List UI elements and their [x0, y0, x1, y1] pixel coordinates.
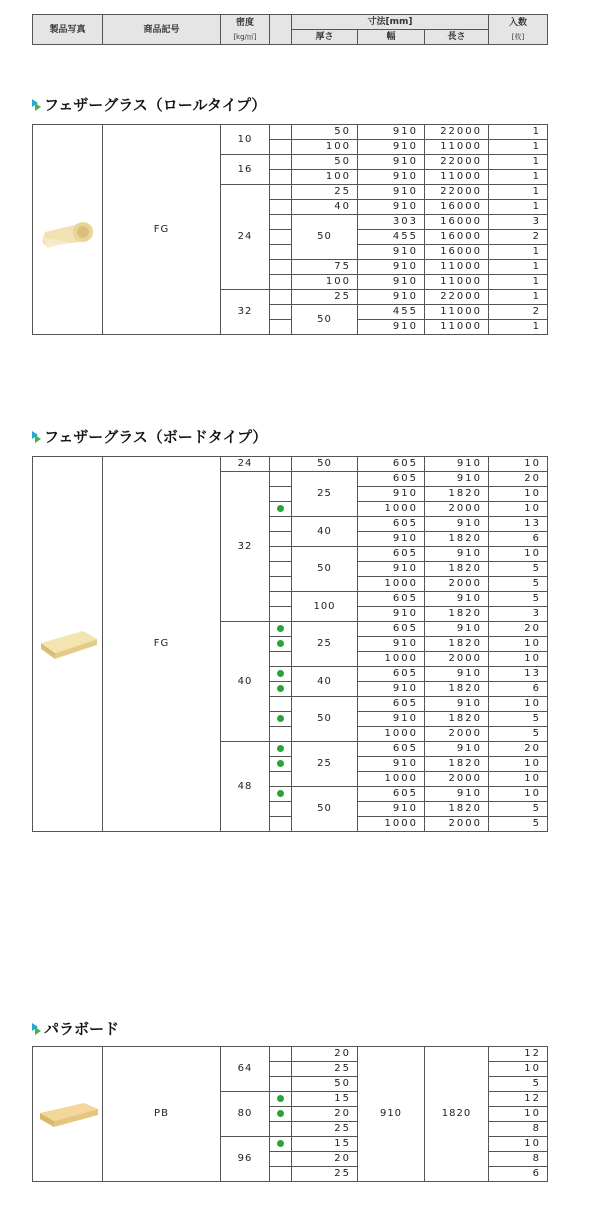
width-cell: 1000 — [358, 772, 425, 787]
qty-cell: 6 — [489, 682, 548, 697]
length-cell: 1820 — [425, 757, 489, 772]
dot-cell — [270, 607, 292, 622]
dot-cell — [270, 472, 292, 487]
width-cell: 605 — [358, 742, 425, 757]
dot-cell — [270, 275, 292, 290]
width-cell: 910 — [358, 245, 425, 260]
length-cell: 910 — [425, 622, 489, 637]
qty-cell: 13 — [489, 517, 548, 532]
qty-cell: 2 — [489, 230, 548, 245]
dot-cell — [270, 260, 292, 275]
thickness-cell: 25 — [292, 1122, 358, 1137]
header-width: 幅 — [358, 30, 425, 45]
length-cell: 22000 — [425, 185, 489, 200]
availability-dot — [270, 637, 292, 652]
length-cell: 1820 — [425, 802, 489, 817]
dot-cell — [270, 592, 292, 607]
length-cell: 2000 — [425, 652, 489, 667]
qty-cell: 6 — [489, 1167, 548, 1182]
dot-cell — [270, 547, 292, 562]
thickness-cell: 100 — [292, 592, 358, 622]
product-photo-board — [33, 457, 103, 832]
qty-cell: 10 — [489, 787, 548, 802]
thickness-cell: 15 — [292, 1137, 358, 1152]
header-dimensions: 寸法[mm] — [292, 15, 489, 30]
length-cell: 11000 — [425, 140, 489, 155]
width-cell: 910 — [358, 200, 425, 215]
dot-cell — [270, 487, 292, 502]
availability-dot — [270, 1092, 292, 1107]
qty-cell: 10 — [489, 772, 548, 787]
header-photo: 製品写真 — [33, 15, 103, 45]
length-cell: 11000 — [425, 275, 489, 290]
qty-cell: 8 — [489, 1122, 548, 1137]
density-cell: 24 — [221, 185, 270, 290]
availability-dot — [270, 712, 292, 727]
product-code-board: FG — [103, 457, 221, 832]
width-cell: 910 — [358, 260, 425, 275]
header-thickness: 厚さ — [292, 30, 358, 45]
length-cell: 16000 — [425, 215, 489, 230]
table-roll — [32, 124, 548, 335]
length-cell: 1820 — [425, 1047, 489, 1182]
thickness-cell: 50 — [292, 305, 358, 335]
thickness-cell: 20 — [292, 1047, 358, 1062]
length-cell: 1820 — [425, 712, 489, 727]
density-cell: 10 — [221, 125, 270, 155]
thickness-cell: 100 — [292, 140, 358, 155]
length-cell: 2000 — [425, 817, 489, 832]
length-cell: 910 — [425, 742, 489, 757]
dot-cell — [270, 320, 292, 335]
width-cell: 910 — [358, 275, 425, 290]
length-cell: 11000 — [425, 170, 489, 185]
thickness-cell: 25 — [292, 1062, 358, 1077]
width-cell: 910 — [358, 155, 425, 170]
dot-cell — [270, 1122, 292, 1137]
thickness-cell: 20 — [292, 1152, 358, 1167]
dot-cell — [270, 185, 292, 200]
length-cell: 1820 — [425, 532, 489, 547]
qty-cell: 5 — [489, 802, 548, 817]
availability-dot — [270, 667, 292, 682]
qty-cell: 10 — [489, 1137, 548, 1152]
roll-photo-icon — [39, 210, 97, 250]
qty-cell: 1 — [489, 320, 548, 335]
qty-cell: 5 — [489, 577, 548, 592]
dot-cell — [270, 200, 292, 215]
width-cell: 910 — [358, 637, 425, 652]
width-cell: 910 — [358, 487, 425, 502]
width-cell: 605 — [358, 622, 425, 637]
thickness-cell: 25 — [292, 472, 358, 517]
dot-cell — [270, 1047, 292, 1062]
width-cell: 1000 — [358, 502, 425, 517]
section-title-paraboard: パラボード — [32, 1018, 119, 1039]
qty-cell: 1 — [489, 290, 548, 305]
dot-cell — [270, 727, 292, 742]
width-cell: 910 — [358, 1047, 425, 1182]
thickness-cell: 25 — [292, 742, 358, 787]
availability-dot — [270, 1107, 292, 1122]
availability-dot — [270, 1137, 292, 1152]
length-cell: 1820 — [425, 607, 489, 622]
dot-cell — [270, 457, 292, 472]
dot-cell — [270, 532, 292, 547]
qty-cell: 20 — [489, 472, 548, 487]
length-cell: 910 — [425, 667, 489, 682]
dot-cell — [270, 1152, 292, 1167]
qty-cell: 12 — [489, 1092, 548, 1107]
density-cell: 48 — [221, 742, 270, 832]
density-cell: 80 — [221, 1092, 270, 1137]
qty-cell: 13 — [489, 667, 548, 682]
dot-cell — [270, 170, 292, 185]
length-cell: 11000 — [425, 320, 489, 335]
length-cell: 910 — [425, 697, 489, 712]
length-cell: 1820 — [425, 682, 489, 697]
thickness-cell: 100 — [292, 275, 358, 290]
dot-cell — [270, 290, 292, 305]
thickness-cell: 40 — [292, 667, 358, 697]
length-cell: 22000 — [425, 155, 489, 170]
header-blank — [270, 15, 292, 45]
width-cell: 605 — [358, 667, 425, 682]
dot-cell — [270, 1062, 292, 1077]
dot-cell — [270, 155, 292, 170]
section-title-board: フェザーグラス（ボードタイプ） — [32, 426, 267, 447]
thickness-cell: 50 — [292, 547, 358, 592]
qty-cell: 1 — [489, 260, 548, 275]
availability-dot — [270, 742, 292, 757]
qty-cell: 1 — [489, 275, 548, 290]
thickness-cell: 50 — [292, 457, 358, 472]
section-marker-icon — [32, 99, 41, 111]
qty-cell: 5 — [489, 712, 548, 727]
qty-cell: 5 — [489, 1077, 548, 1092]
product-photo-paraboard — [33, 1047, 103, 1182]
width-cell: 1000 — [358, 577, 425, 592]
qty-cell: 12 — [489, 1047, 548, 1062]
qty-cell: 3 — [489, 607, 548, 622]
width-cell: 910 — [358, 607, 425, 622]
section-marker-icon — [32, 431, 41, 443]
length-cell: 16000 — [425, 230, 489, 245]
qty-cell: 10 — [489, 637, 548, 652]
qty-cell: 10 — [489, 547, 548, 562]
header-length: 長さ — [425, 30, 489, 45]
qty-cell: 5 — [489, 562, 548, 577]
dot-cell — [270, 125, 292, 140]
length-cell: 910 — [425, 547, 489, 562]
dot-cell — [270, 562, 292, 577]
dot-cell — [270, 305, 292, 320]
availability-dot — [270, 787, 292, 802]
length-cell: 2000 — [425, 502, 489, 517]
thickness-cell: 50 — [292, 215, 358, 260]
qty-cell: 20 — [489, 742, 548, 757]
qty-cell: 1 — [489, 155, 548, 170]
qty-cell: 5 — [489, 727, 548, 742]
density-cell: 32 — [221, 472, 270, 622]
length-cell: 22000 — [425, 125, 489, 140]
qty-cell: 1 — [489, 170, 548, 185]
qty-cell: 5 — [489, 817, 548, 832]
qty-cell: 10 — [489, 1107, 548, 1122]
thickness-cell: 25 — [292, 1167, 358, 1182]
width-cell: 910 — [358, 140, 425, 155]
length-cell: 2000 — [425, 772, 489, 787]
availability-dot — [270, 757, 292, 772]
qty-cell: 2 — [489, 305, 548, 320]
thickness-cell: 40 — [292, 200, 358, 215]
width-cell: 910 — [358, 682, 425, 697]
header-density: 密度 [kg/㎡] — [221, 15, 270, 45]
width-cell: 605 — [358, 517, 425, 532]
width-cell: 605 — [358, 787, 425, 802]
length-cell: 1820 — [425, 487, 489, 502]
length-cell: 910 — [425, 517, 489, 532]
width-cell: 910 — [358, 185, 425, 200]
thickness-cell: 15 — [292, 1092, 358, 1107]
thickness-cell: 50 — [292, 155, 358, 170]
section-marker-icon — [32, 1023, 41, 1035]
length-cell: 910 — [425, 592, 489, 607]
width-cell: 910 — [358, 757, 425, 772]
length-cell: 11000 — [425, 305, 489, 320]
product-code-paraboard: PB — [103, 1047, 221, 1182]
width-cell: 303 — [358, 215, 425, 230]
qty-cell: 10 — [489, 652, 548, 667]
qty-cell: 1 — [489, 140, 548, 155]
width-cell: 910 — [358, 532, 425, 547]
dot-cell — [270, 697, 292, 712]
thickness-cell: 100 — [292, 170, 358, 185]
width-cell: 910 — [358, 562, 425, 577]
width-cell: 910 — [358, 802, 425, 817]
header-code: 商品記号 — [103, 15, 221, 45]
dot-cell — [270, 215, 292, 230]
width-cell: 605 — [358, 547, 425, 562]
board-photo-icon — [37, 625, 99, 663]
width-cell: 910 — [358, 712, 425, 727]
width-cell: 910 — [358, 320, 425, 335]
qty-cell: 5 — [489, 592, 548, 607]
qty-cell: 1 — [489, 185, 548, 200]
length-cell: 1820 — [425, 562, 489, 577]
density-cell: 64 — [221, 1047, 270, 1092]
width-cell: 1000 — [358, 727, 425, 742]
thickness-cell: 25 — [292, 185, 358, 200]
width-cell: 910 — [358, 170, 425, 185]
width-cell: 605 — [358, 457, 425, 472]
width-cell: 605 — [358, 697, 425, 712]
qty-cell: 10 — [489, 487, 548, 502]
length-cell: 1820 — [425, 637, 489, 652]
thickness-cell: 50 — [292, 1077, 358, 1092]
qty-cell: 8 — [489, 1152, 548, 1167]
table-paraboard — [32, 1046, 548, 1182]
dot-cell — [270, 1077, 292, 1092]
thickness-cell: 25 — [292, 622, 358, 667]
dot-cell — [270, 245, 292, 260]
qty-cell: 3 — [489, 215, 548, 230]
qty-cell: 6 — [489, 532, 548, 547]
qty-cell: 1 — [489, 245, 548, 260]
dot-cell — [270, 802, 292, 817]
dot-cell — [270, 772, 292, 787]
length-cell: 22000 — [425, 290, 489, 305]
length-cell: 910 — [425, 787, 489, 802]
density-cell: 32 — [221, 290, 270, 335]
dot-cell — [270, 817, 292, 832]
length-cell: 2000 — [425, 577, 489, 592]
length-cell: 910 — [425, 472, 489, 487]
qty-cell: 1 — [489, 200, 548, 215]
width-cell: 910 — [358, 290, 425, 305]
dot-cell — [270, 1167, 292, 1182]
product-code-roll: FG — [103, 125, 221, 335]
thickness-cell: 20 — [292, 1107, 358, 1122]
dot-cell — [270, 140, 292, 155]
width-cell: 605 — [358, 472, 425, 487]
header-qty: 入数 [枚] — [489, 15, 548, 45]
density-cell: 16 — [221, 155, 270, 185]
spec-header-table — [32, 14, 548, 45]
dot-cell — [270, 230, 292, 245]
dot-cell — [270, 652, 292, 667]
width-cell: 605 — [358, 592, 425, 607]
thickness-cell: 50 — [292, 125, 358, 140]
density-cell: 96 — [221, 1137, 270, 1182]
qty-cell: 20 — [489, 622, 548, 637]
availability-dot — [270, 622, 292, 637]
thickness-cell: 75 — [292, 260, 358, 275]
section-title-roll: フェザーグラス（ロールタイプ） — [32, 94, 266, 115]
qty-cell: 1 — [489, 125, 548, 140]
thickness-cell: 25 — [292, 290, 358, 305]
product-photo-roll — [33, 125, 103, 335]
length-cell: 16000 — [425, 245, 489, 260]
qty-cell: 10 — [489, 1062, 548, 1077]
availability-dot — [270, 682, 292, 697]
length-cell: 2000 — [425, 727, 489, 742]
density-cell: 24 — [221, 457, 270, 472]
density-cell: 40 — [221, 622, 270, 742]
dot-cell — [270, 577, 292, 592]
paraboard-photo-icon — [36, 1097, 100, 1131]
dot-cell — [270, 517, 292, 532]
qty-cell: 10 — [489, 697, 548, 712]
width-cell: 455 — [358, 305, 425, 320]
width-cell: 1000 — [358, 652, 425, 667]
length-cell: 11000 — [425, 260, 489, 275]
length-cell: 16000 — [425, 200, 489, 215]
thickness-cell: 50 — [292, 787, 358, 832]
width-cell: 455 — [358, 230, 425, 245]
qty-cell: 10 — [489, 457, 548, 472]
length-cell: 910 — [425, 457, 489, 472]
thickness-cell: 50 — [292, 697, 358, 742]
availability-dot — [270, 502, 292, 517]
width-cell: 1000 — [358, 817, 425, 832]
qty-cell: 10 — [489, 502, 548, 517]
table-board — [32, 456, 548, 832]
thickness-cell: 40 — [292, 517, 358, 547]
qty-cell: 10 — [489, 757, 548, 772]
width-cell: 910 — [358, 125, 425, 140]
